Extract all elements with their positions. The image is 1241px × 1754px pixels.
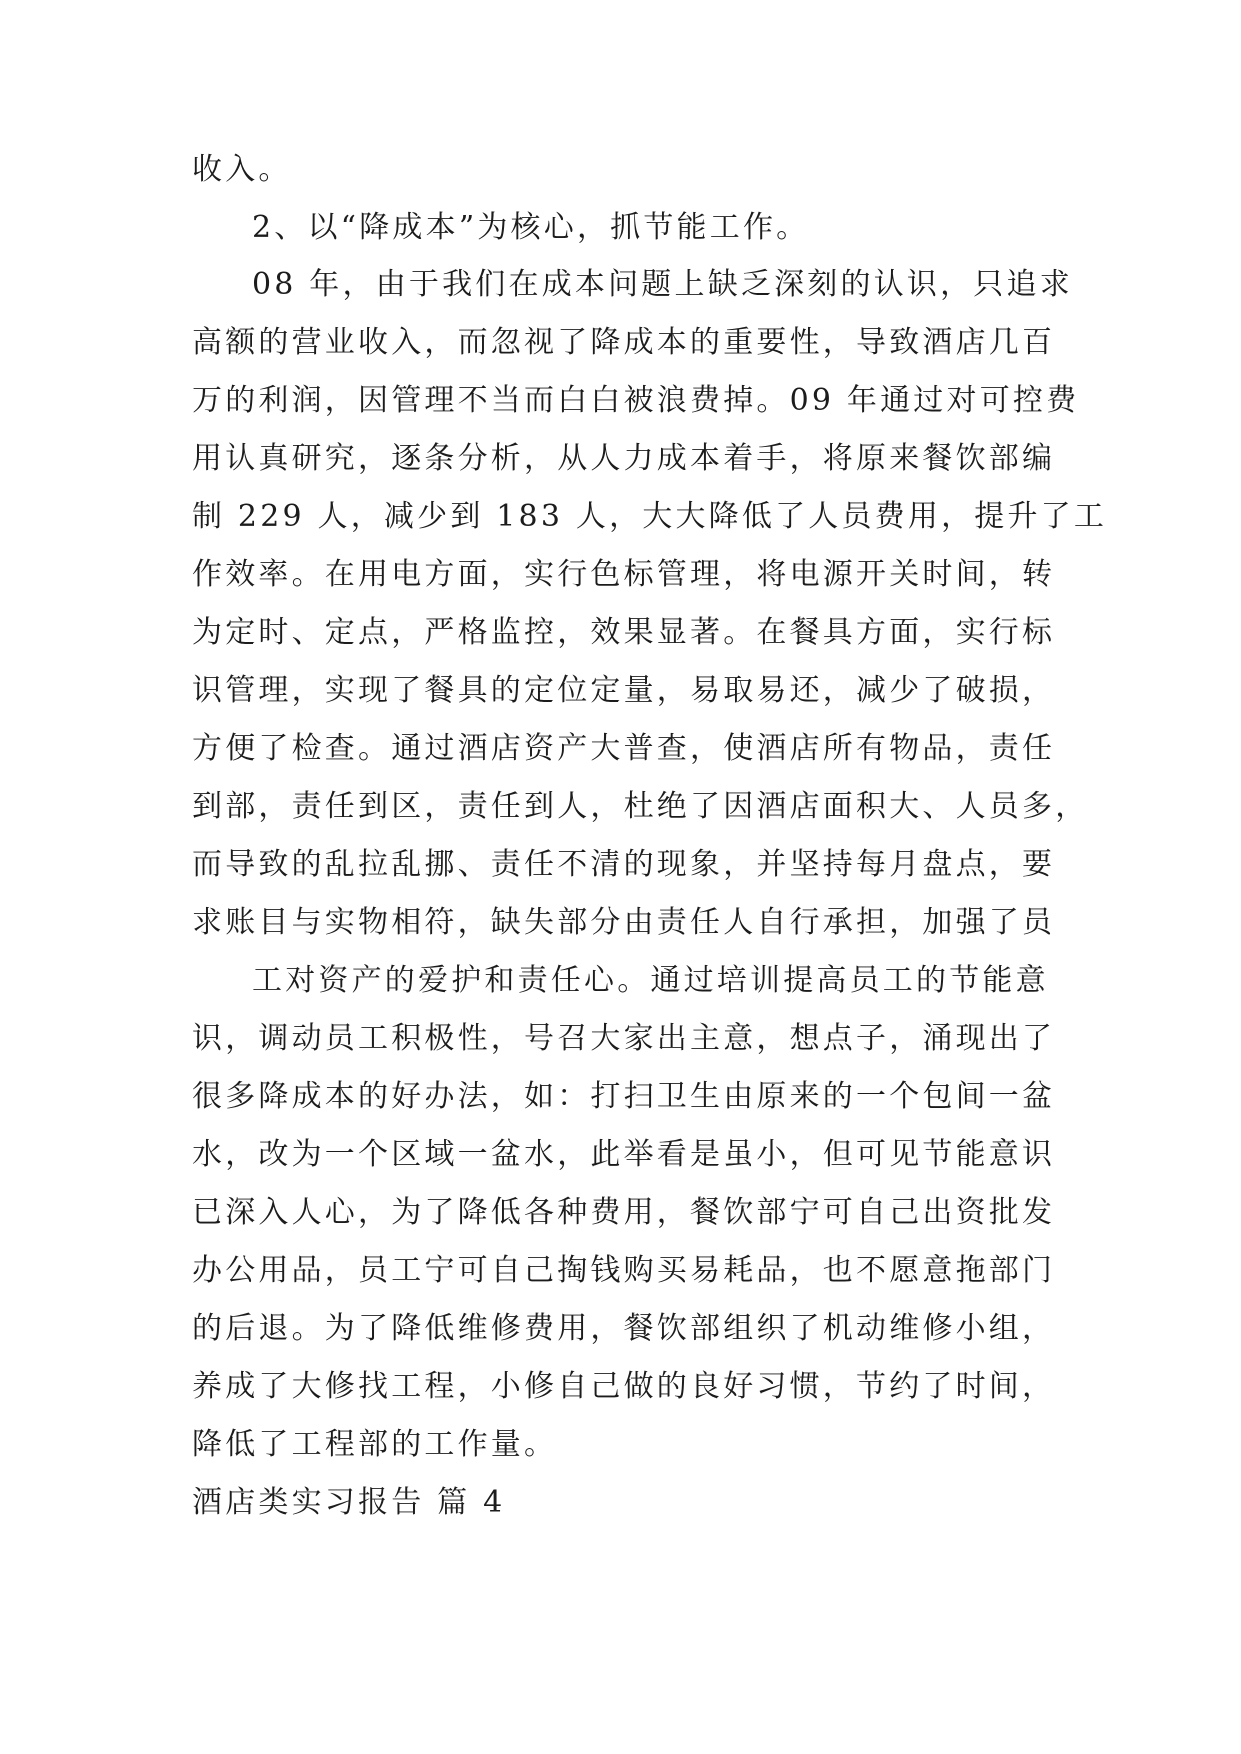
paragraph-line: 用认真研究，逐条分析，从人力成本着手，将原来餐饮部编 xyxy=(192,441,1056,476)
paragraph-line: 降低了工程部的工作量。 xyxy=(192,1427,558,1462)
paragraph-line: 为定时、定点，严格监控，效果显著。在餐具方面，实行标 xyxy=(192,615,1056,650)
paragraph-line: 工对资产的爱护和责任心。通过培训提高员工的节能意 xyxy=(252,963,1049,998)
paragraph-line: 识管理，实现了餐具的定位定量，易取易还，减少了破损， xyxy=(192,673,1056,708)
paragraph-line: 而导致的乱拉乱挪、责任不清的现象，并坚持每月盘点，要 xyxy=(192,847,1056,882)
paragraph-line: 的后退。为了降低维修费用，餐饮部组织了机动维修小组， xyxy=(192,1311,1056,1346)
paragraph-line: 识，调动员工积极性，号召大家出主意，想点子，涌现出了 xyxy=(192,1021,1056,1056)
paragraph-line: 养成了大修找工程，小修自己做的良好习惯，节约了时间， xyxy=(192,1369,1056,1404)
paragraph-line: 求账目与实物相符，缺失部分由责任人自行承担，加强了员 xyxy=(192,905,1056,940)
paragraph-line: 作效率。在用电方面，实行色标管理，将电源开关时间，转 xyxy=(192,557,1056,592)
paragraph-line: 到部，责任到区，责任到人，杜绝了因酒店面积大、人员多， xyxy=(192,789,1089,824)
paragraph-line: 很多降成本的好办法，如：打扫卫生由原来的一个包间一盆 xyxy=(192,1079,1056,1114)
paragraph-line: 办公用品，员工宁可自己掏钱购买易耗品，也不愿意拖部门 xyxy=(192,1253,1056,1288)
text-line: 收入。 xyxy=(192,152,292,187)
paragraph-line: 已深入人心，为了降低各种费用，餐饮部宁可自己出资批发 xyxy=(192,1195,1056,1230)
paragraph-line: 08 年，由于我们在成本问题上缺乏深刻的认识，只追求 xyxy=(252,267,1073,302)
paragraph-line: 制 229 人，减少到 183 人，大大降低了人员费用，提升了工 xyxy=(192,499,1108,534)
paragraph-line: 方便了检查。通过酒店资产大普查，使酒店所有物品，责任 xyxy=(192,731,1056,766)
paragraph-line: 水，改为一个区域一盆水，此举看是虽小，但可见节能意识 xyxy=(192,1137,1056,1172)
section-heading: 2、以“降成本”为核心，抓节能工作。 xyxy=(252,210,810,245)
paragraph-line: 万的利润，因管理不当而白白被浪费掉。09 年通过对可控费 xyxy=(192,383,1080,418)
section-title: 酒店类实习报告 篇 4 xyxy=(192,1485,506,1520)
paragraph-line: 高额的营业收入，而忽视了降成本的重要性，导致酒店几百 xyxy=(192,325,1056,360)
